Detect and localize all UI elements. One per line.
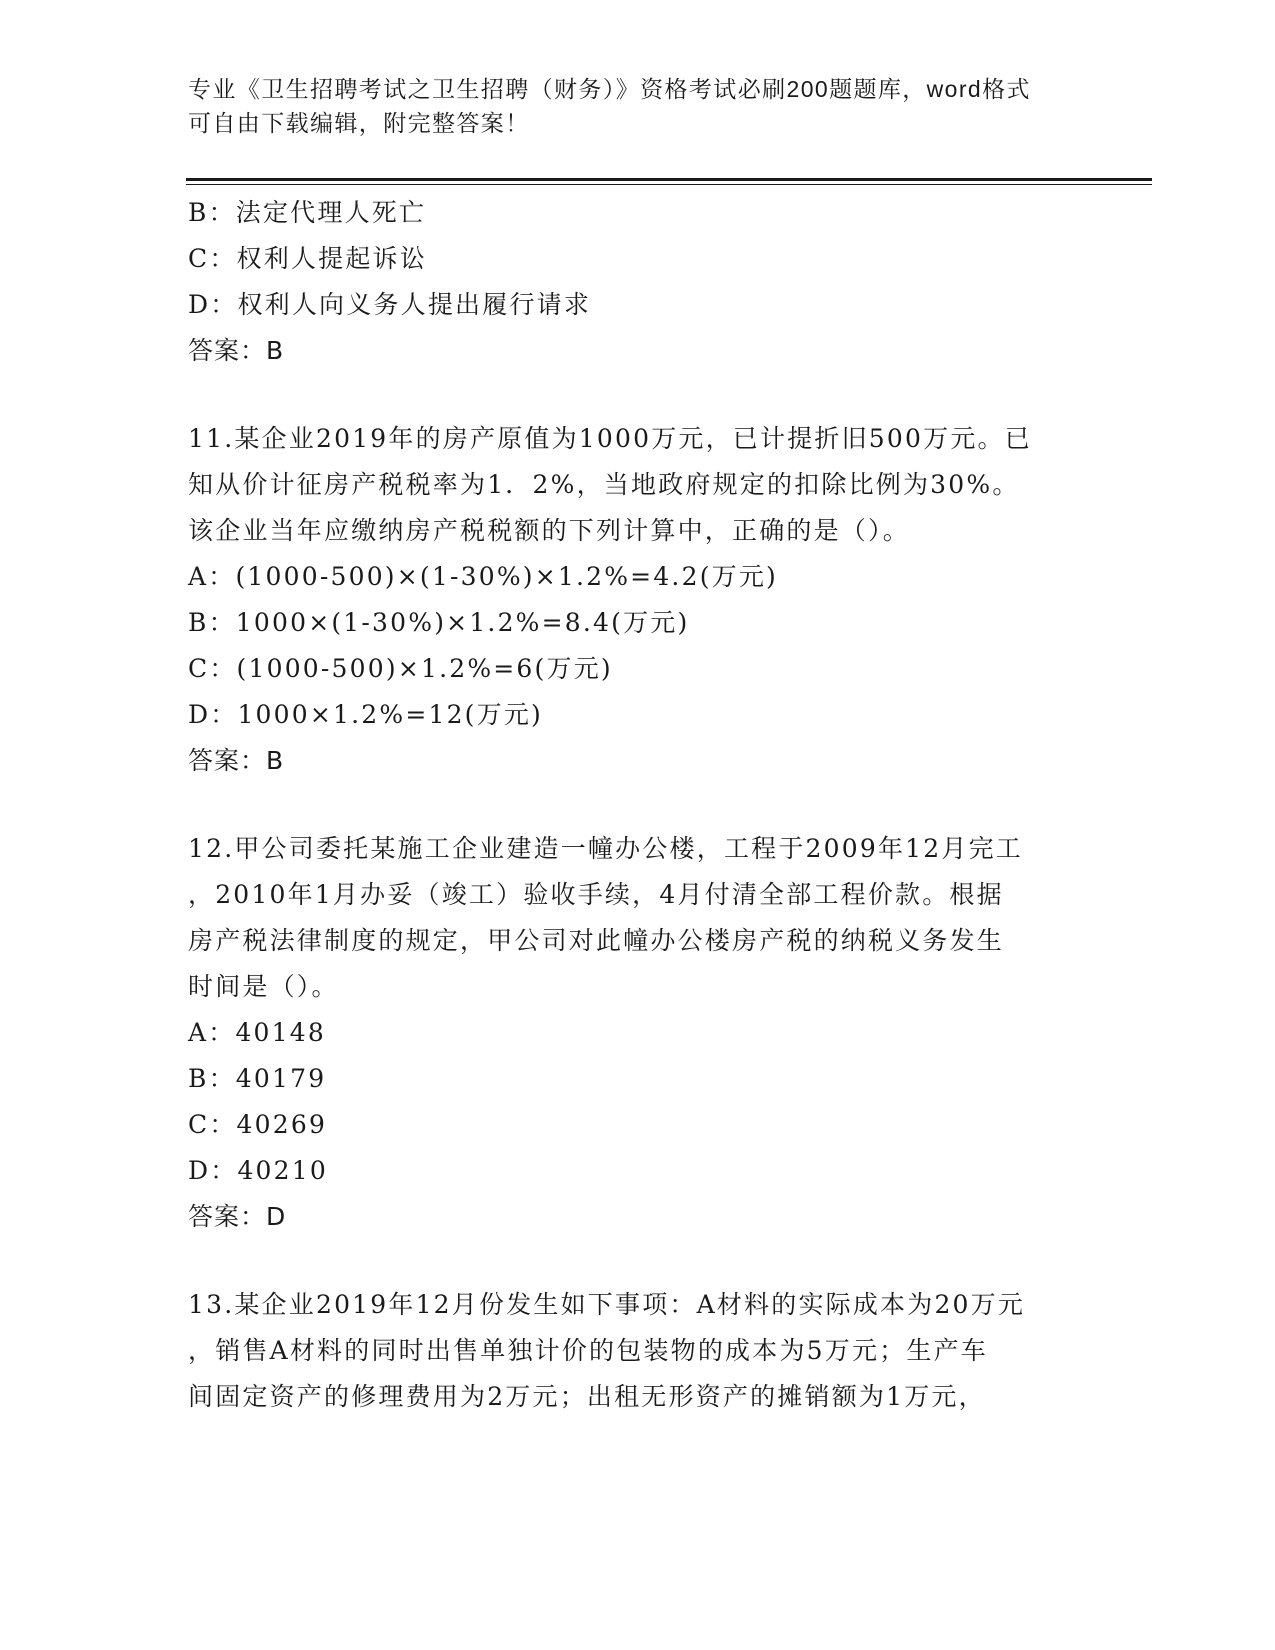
question-stem-line: 13.某企业2019年12月份发生如下事项：A材料的实际成本为20万元 <box>188 1290 1026 1319</box>
option-d: D：1000×1.2%=12(万元) <box>188 700 543 729</box>
option-b: B：1000×(1-30%)×1.2%=8.4(万元) <box>188 608 690 637</box>
option-a: A：40148 <box>188 1018 326 1047</box>
answer-line: 答案：B <box>188 746 285 775</box>
answer-line: 答案：B <box>188 336 285 365</box>
header-line-2: 可自由下载编辑，附完整答案！ <box>188 110 530 136</box>
option-d: D：40210 <box>188 1156 328 1185</box>
question-stem-line: 时间是（）。 <box>188 972 339 1001</box>
question-stem-line: 知从价计征房产税税率为1．2%，当地政府规定的扣除比例为30%。 <box>188 470 1020 499</box>
question-10-tail <box>188 190 1088 374</box>
question-stem-line: 间固定资产的修理费用为2万元；出租无形资产的摊销额为1万元， <box>188 1382 986 1411</box>
question-stem-line: 11.某企业2019年的房产原值为1000万元，已计提折旧500万元。已 <box>188 424 1032 453</box>
question-stem-line: 房产税法律制度的规定，甲公司对此幢办公楼房产税的纳税义务发生 <box>188 926 1005 955</box>
question-12 <box>188 826 1088 1240</box>
option-c: C：(1000-500)×1.2%=6(万元) <box>188 654 613 683</box>
option-c: C：权利人提起诉讼 <box>188 244 427 273</box>
option-d: D：权利人向义务人提出履行请求 <box>188 290 592 319</box>
header-line-1: 专业《卫生招聘考试之卫生招聘（财务）》资格考试必刷200题题库，word格式 <box>188 76 1031 102</box>
question-stem-line: 该企业当年应缴纳房产税税额的下列计算中，正确的是（）。 <box>188 516 910 545</box>
question-stem-line: ，销售A材料的同时出售单独计价的包装物的成本为5万元；生产车 <box>188 1336 988 1365</box>
answer-line: 答案：D <box>188 1202 287 1231</box>
header-rule-thick <box>186 178 1152 181</box>
option-a: A：(1000-500)×(1-30%)×1.2%=4.2(万元) <box>188 562 778 591</box>
question-stem-line: 12.甲公司委托某施工企业建造一幢办公楼，工程于2009年12月完工 <box>188 834 1023 863</box>
question-stem-line: ，2010年1月办妥（竣工）验收手续，4月付清全部工程价款。根据 <box>188 880 1004 909</box>
document-header <box>188 72 1088 140</box>
option-b: B：法定代理人死亡 <box>188 198 427 227</box>
document-body <box>188 190 1088 1420</box>
option-c: C：40269 <box>188 1110 328 1139</box>
option-b: B：40179 <box>188 1064 327 1093</box>
question-11 <box>188 416 1088 784</box>
header-rule-thin <box>186 184 1152 185</box>
question-13 <box>188 1282 1088 1420</box>
